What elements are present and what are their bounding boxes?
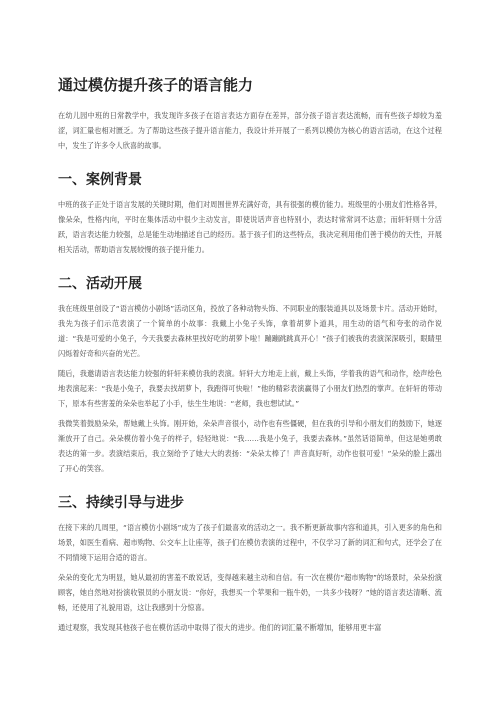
intro-paragraph: 在幼儿园中班的日常教学中，我发现许多孩子在语言表达方面存在差异，部分孩子语言表达流畅，而有些孩子却较为羞涩，词汇量也相对匮乏。为了帮助这些孩子提升语言能力，我设计并开展了一系列以模仿为核心的语言活动，在这个过程中，发生了许多令人欣喜的故事。 [58,110,442,150]
section-paragraph: 随后，我邀请语言表达能力较强的轩轩来模仿我的表演。轩轩大方地走上前，戴上头饰，学着我的语气和动作，绘声绘色地表演起来：“我是小兔子，我要去找胡萝卜，我跑得可快啦！”他的精彩表演赢得了小朋友们热烈的掌声。在轩轩的带动下，原本有些害羞的朵朵也举起了小手，怯生生地说：“老师，我也想试试。” [58,368,442,408]
section-heading: 二、活动开展 [58,275,142,292]
section-activity [58,275,442,476]
section-paragraph: 我微笑着鼓励朵朵，帮她戴上头饰。刚开始，朵朵声音很小，动作也有些僵硬，但在我的引导和小朋友们的鼓励下，她逐渐放开了自己。朵朵模仿着小兔子的样子，轻轻地说：“我……我是小兔子，我要去森林。”虽然话语简单，但这是她勇敢表达的第一步。表演结束后，我立刻给予了她大大的表扬：“朵朵太棒了！声音真好听，动作也很可爱！”朵朵的脸上露出了开心的笑容。 [58,418,442,473]
section-heading: 一、案例背景 [58,171,142,188]
section-progress [58,494,442,635]
section-heading: 三、持续引导与进步 [58,494,184,511]
section-paragraph: 我在班级里创设了“语言模仿小剧场”活动区角，投放了各种动物头饰、不同职业的服装道具以及场景卡片。活动开始时，我先为孩子们示范表演了一个简单的小故事：我戴上小兔子头饰，拿着胡萝卜道具，用生动的语气和夸张的动作说道：“我是可爱的小兔子，今天我要去森林里找好吃的胡萝卜啦！蹦蹦跳跳真开心！”孩子们被我的表演深深吸引，眼睛里闪烁着好奇和兴奋的光芒。 [58,303,442,358]
section-background [58,171,442,257]
section-paragraph: 中班的孩子正处于语言发展的关键时期，他们对周围世界充满好奇，具有很强的模仿能力。班级里的小朋友们性格各异，像朵朵，性格内向，平时在集体活动中很少主动发言，即使说话声音也特别小，表达时常常词不达意；而轩轩则十分活跃，语言表达能力较强，总是能生动地描述自己的经历。基于孩子们的这些特点，我决定利用他们善于模仿的天性，开展相关活动，帮助语言发展较慢的孩子提升能力。 [58,199,442,254]
section-paragraph: 在接下来的几周里，“语言模仿小剧场”成为了孩子们最喜欢的活动之一。我不断更新故事内容和道具，引入更多的角色和场景，如医生看病、超市购物、公交车上让座等，孩子们在模仿表演的过程中，不仅学习了新的词汇和句式，还学会了在不同情境下运用合适的语言。 [58,523,442,563]
section-paragraph: 通过观察，我发现其他孩子也在模仿活动中取得了很大的进步。他们的词汇量不断增加，能够用更丰富 [58,623,382,633]
document-title: 通过模仿提升孩子的语言能力 [58,76,254,94]
section-paragraph: 朵朵的变化尤为明显，她从最初的害羞不敢说话，变得越来越主动和自信。有一次在模仿“超市购物”的场景时，朵朵扮演顾客，她自然地对扮演收银员的小朋友说：“你好，我想买一个苹果和一瓶牛奶，一共多少钱呀？”她的语言表达清晰、流畅，还使用了礼貌用语，这让我感到十分惊喜。 [58,573,442,613]
